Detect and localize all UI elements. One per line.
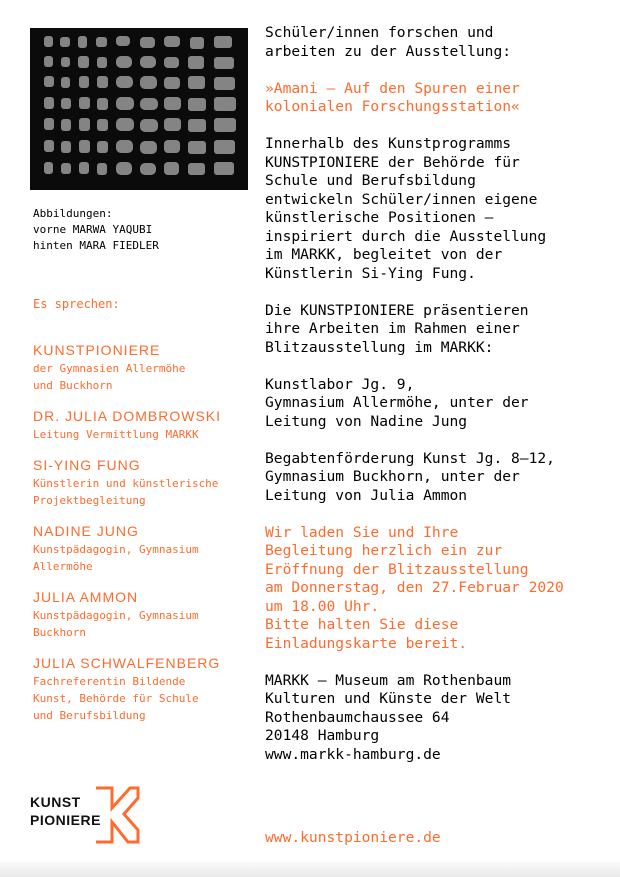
- exhibition-title: »Amani – Auf den Spuren einer kolonialen Forschungsstation«: [265, 79, 520, 115]
- main-text-column: [265, 24, 610, 783]
- artwork-photo: [30, 28, 248, 190]
- speaker-name: SI-YING FUNG: [33, 457, 141, 473]
- group-allermoehe: Kunstlabor Jg. 9, Gymnasium Allermöhe, unter der Leitung von Nadine Jung: [265, 375, 529, 430]
- caption-line: Abbildungen:: [33, 207, 113, 220]
- program-description: Innerhalb des Kunstprogramms KUNSTPIONIERE der Behörde für Schule und Berufsbildung entwickeln Schüler/innen eigene künstlerische Positionen – inspiriert durch die Ausstellung im MARKK, begleitet von der Künstlerin Si-Ying Fung.: [265, 135, 547, 282]
- speaker-name: JULIA AMMON: [33, 589, 139, 605]
- speaker-role: Kunstpädagogin, Gymnasium Allermöhe: [33, 543, 199, 573]
- logo-line-2: PIONIERE: [30, 812, 101, 828]
- group-buckhorn: Begabtenförderung Kunst Jg. 8–12, Gymnasium Buckhorn, unter der Leitung von Julia Ammon: [265, 449, 555, 504]
- speaker-role: Kunstpädagogin, Gymnasium Buckhorn: [33, 609, 199, 639]
- kunstpioniere-logo: [30, 786, 142, 844]
- museum-address: MARKK – Museum am Rothenbaum Kulturen und Künste der Welt Rothenbaumchaussee 64 20148 Hamburg www.markk-hamburg.de: [265, 671, 512, 763]
- intro-text: Schüler/innen forschen und arbeiten zu der Ausstellung:: [265, 24, 512, 60]
- presentation-text: Die KUNSTPIONIERE präsentieren ihre Arbeiten im Rahmen einer Blitzausstellung im MARKK:: [265, 301, 529, 356]
- speaker-role: Fachreferentin Bildende Kunst, Behörde für Schule und Berufsbildung: [33, 675, 199, 722]
- speakers-list: [33, 342, 248, 738]
- logo-line-1: KUNST: [30, 794, 81, 810]
- speakers-heading: Es sprechen:: [33, 297, 120, 311]
- speaker-name: NADINE JUNG: [33, 523, 139, 539]
- speaker-item: [33, 655, 248, 724]
- speaker-role: der Gymnasien Allermöhe und Buckhorn: [33, 362, 186, 392]
- website-link[interactable]: www.kunstpioniere.de: [265, 829, 441, 846]
- invitation-text: Wir laden Sie und Ihre Begleitung herzlich ein zur Eröffnung der Blitzausstellung am Donnerstag, den 27.Februar 2020 um 18.00 Uhr. Bitte halten Sie diese Einladungskarte bereit.: [265, 523, 564, 652]
- speaker-item: [33, 589, 248, 641]
- speaker-name: KUNSTPIONIERE: [33, 342, 161, 358]
- speaker-role: Leitung Vermittlung MARKK: [33, 428, 199, 441]
- speaker-item: [33, 342, 248, 394]
- speaker-item: [33, 523, 248, 575]
- caption-line: hinten MARA FIEDLER: [33, 239, 159, 252]
- speaker-role: Künstlerin und künstlerische Projektbegleitung: [33, 477, 219, 507]
- caption-line: vorne MARWA YAQUBI: [33, 223, 153, 236]
- speaker-item: [33, 408, 248, 443]
- speaker-name: DR. JULIA DOMBROWSKI: [33, 408, 222, 424]
- speaker-item: [33, 457, 248, 509]
- image-caption: [33, 206, 159, 254]
- page-bottom-edge: [0, 862, 620, 877]
- speaker-name: JULIA SCHWALFENBERG: [33, 655, 221, 671]
